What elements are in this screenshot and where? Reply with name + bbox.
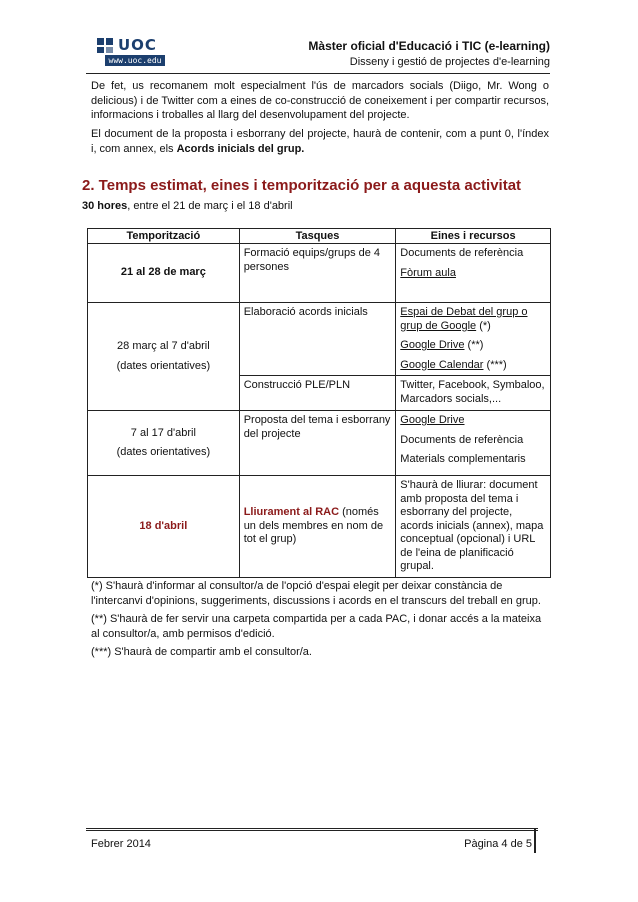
- uoc-logo-icon: [97, 38, 115, 53]
- row2-tool2-mark: (**): [464, 339, 484, 351]
- row2-tool1: [400, 306, 546, 333]
- section-intro: [82, 200, 293, 212]
- logo-url: www.uoc.edu: [105, 55, 165, 66]
- row2-task: Elaboració acords inicials: [239, 303, 396, 376]
- paragraph-bookmarks: De fet, us recomanem molt especialment l'ús de marcadors socials (Diigo, Mr. Wong o delicious) i de Twitter com a eines de co-construcció de coneixement i per compartir recursos, informacions i troballes al llarg del desenvolupament del projecte.: [91, 80, 549, 121]
- footnote-2: (**) S'haurà de fer servir una carpeta compartida per a cada PAC, i donar accés a la mateixa al consultor/a, amb permisos d'edició.: [91, 613, 542, 640]
- row4-period: 7 al 17 d'abril: [130, 426, 196, 439]
- row4-tools: [396, 411, 551, 476]
- row3-tools: Twitter, Facebook, Symbaloo, Marcadors socials,...: [396, 376, 551, 411]
- header-divider: [86, 73, 550, 74]
- row3-task: Construcció PLE/PLN: [239, 376, 396, 411]
- footer-date: Febrer 2014: [91, 838, 151, 850]
- row4-task: Proposta del tema i esborrany del projecte: [239, 411, 396, 476]
- col-header-timing: Temporització: [88, 229, 240, 244]
- row5-period: 18 d'abril: [88, 476, 240, 578]
- row1-tool-forum-link[interactable]: Fòrum aula: [400, 266, 456, 279]
- intro-hours: 30 hores: [82, 200, 128, 212]
- row2-tool-calendar-link[interactable]: Google Calendar: [400, 358, 484, 371]
- row5-task-bold: Lliurament al RAC: [243, 506, 340, 518]
- row5-tools: S'haurà de lliurar: document amb proposta del tema i esborrany del projecte, acords inicials (annex), mapa conceptual (opcional) i URL de l'eina de planificació grupal.: [396, 476, 551, 578]
- uoc-logo: [97, 37, 167, 67]
- row2-tool1-mark: (*): [476, 319, 491, 332]
- footnote-1: (*) S'haurà d'informar al consultor/a de l'opció d'espai elegit per deixar constància de l'intercanvi d'opinions, suggeriments, discussions i acords en el transcurs del treball en grup.: [91, 580, 541, 607]
- row4-tool-drive-link[interactable]: Google Drive: [400, 414, 465, 426]
- row1-task: Formació equips/grups de 4 persones: [239, 244, 396, 303]
- footer-bar: [534, 829, 536, 853]
- row2-period: 28 març al 7 d'abril: [117, 340, 210, 352]
- schedule-table: [87, 228, 551, 578]
- row1-tools: [396, 244, 551, 303]
- logo-text: UOC: [118, 36, 157, 54]
- footer-page-number: Pàgina 4 de 5: [464, 838, 532, 850]
- table-row: [88, 303, 551, 376]
- intro-dates: , entre el 21 de març i el 18 d'abril: [127, 200, 293, 212]
- row2-tools: [396, 303, 551, 376]
- row5-task-rest: (només un dels membres en nom de tot el grup): [243, 506, 384, 545]
- paragraph-document-bold: Acords inicials del grup.: [176, 142, 305, 155]
- header-title: Màster oficial d'Educació i TIC (e-learning): [308, 39, 550, 53]
- row2-tool2: [400, 339, 546, 353]
- row1-period: 21 al 28 de març: [88, 244, 240, 303]
- paragraph-document-text: El document de la proposta i esborrany del projecte, haurà de contenir, com a punt 0, l'índex i, com annex, els: [91, 128, 549, 155]
- table-row: [88, 411, 551, 476]
- header-subtitle: Disseny i gestió de projectes d'e-learning: [349, 56, 550, 68]
- footnotes: [91, 579, 551, 664]
- footnote-3: (***) S'haurà de compartir amb el consultor/a.: [91, 646, 312, 658]
- row5-task: [239, 476, 396, 578]
- col-header-tools: Eines i recursos: [396, 229, 551, 244]
- row4-tool-materials: Materials complementaris: [400, 453, 526, 465]
- row1-tool-docs: Documents de referència: [400, 247, 524, 259]
- row2-period-cell: [88, 303, 240, 411]
- row2-tool3-mark: (***): [483, 358, 507, 371]
- paragraph-document: [91, 127, 549, 156]
- table-header-row: [88, 229, 551, 244]
- row2-tool3: [400, 359, 546, 373]
- row2-tool-drive-link[interactable]: Google Drive: [400, 339, 465, 351]
- row2-tool-debate-link[interactable]: Espai de Debat del grup o grup de Google: [400, 306, 528, 332]
- row4-tool-docs: Documents de referència: [400, 433, 524, 446]
- table-row: [88, 244, 551, 303]
- footer-divider: [86, 828, 538, 831]
- row4-period-note: (dates orientatives): [116, 446, 211, 458]
- section-heading: 2. Temps estimat, eines i temporització per a aquesta activitat: [82, 177, 522, 194]
- col-header-tasks: Tasques: [239, 229, 396, 244]
- row2-period-note: (dates orientatives): [116, 359, 211, 372]
- table-row: [88, 476, 551, 578]
- row4-period-cell: [88, 411, 240, 476]
